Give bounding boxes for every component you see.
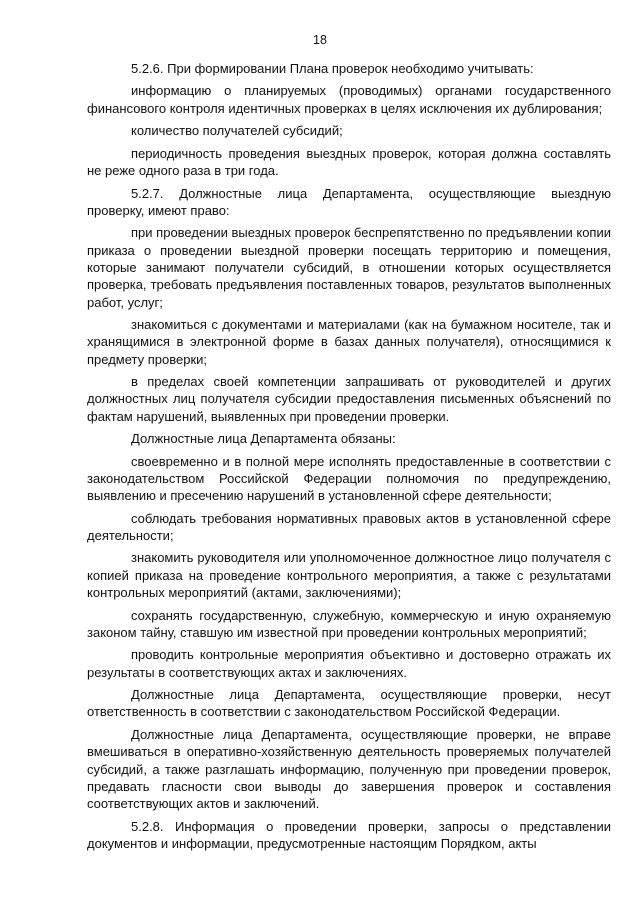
paragraph-right-explanations: в пределах своей компетенции запрашивать от руководителей и других должностных лиц получателя субсидии предоставления письменных объяснений по фактам нарушений, выявленных при проведении проверки. xyxy=(87,374,611,424)
paragraph-recipient-count: количество получателей субсидий; xyxy=(131,123,343,139)
paragraph-periodicity: периодичность проведения выездных проверок, которая должна составлять не реже одного раза в три года. xyxy=(87,145,611,179)
paragraph-responsibility: Должностные лица Департамента, осуществляющие проверки, несут ответственность в соответствии с законодательством Российской Федерации. xyxy=(87,687,611,720)
paragraph-duty-objectivity: проводить контрольные мероприятия объективно и достоверно отражать их результаты в соответствующих актах и заключениях. xyxy=(87,647,611,680)
page-number: 18 xyxy=(313,33,327,47)
clause-5-2-8: 5.2.8. Информация о проведении проверки, запросы о представлении документов и информации, предусмотренные настоящим Порядком, акты xyxy=(87,818,611,851)
clause-5-2-7-heading: 5.2.7. Должностные лица Департамента, осуществляющие выездную проверку, имеют право: xyxy=(87,185,611,218)
paragraph-right-documents: знакомиться с документами и материалами (как на бумажном носителе, так и хранящимися в электронной форме в базах данных получателя), относящимися к предмету проверки; xyxy=(87,316,611,367)
paragraph-right-access: при проведении выездных проверок беспрепятственно по предъявлении копии приказа о проведении выездной проверки посещать территорию и помещения, которые занимают получатели субсидий, в отношении которых осуществляется проверка, требовать предъявления поставленных товаров, результатов выполненных работ, услуг; xyxy=(87,225,611,310)
paragraph-duty-powers: своевременно и в полной мере исполнять предоставленные в соответствии с законодательством Российской Федерации полномочия по предупреждению, выявлению и пресечению нарушений в установленной сфере деятельности; xyxy=(87,453,611,504)
paragraph-duties-heading: Должностные лица Департамента обязаны: xyxy=(131,431,396,447)
paragraph-duty-secrecy: сохранять государственную, служебную, коммерческую и иную охраняемую законом тайну, ставшую им известной при проведении контрольных мероприятий; xyxy=(87,607,611,640)
paragraph-non-interference: Должностные лица Департамента, осуществляющие проверки, не вправе вмешиваться в оперативно-хозяйственную деятельность проверяемых получателей субсидий, а также разглашать информацию, полученную при проведении проверок, предавать гласности свои выводы до завершения проверок и составления соответствующих актов и заключений. xyxy=(87,726,611,812)
paragraph-duty-regulations: соблюдать требования нормативных правовых актов в установленной сфере деятельности; xyxy=(87,510,611,543)
document-body xyxy=(87,60,611,857)
clause-5-2-6-heading: 5.2.6. При формировании Плана проверок необходимо учитывать: xyxy=(131,61,534,76)
paragraph-control-info: информацию о планируемых (проводимых) органами государственного финансового контроля идентичных проверках в целях исключения их дублирования; xyxy=(87,83,611,116)
paragraph-duty-inform: знакомить руководителя или уполномоченное должностное лицо получателя с копией приказа на проведение контрольного мероприятия, а также с результатами контрольных мероприятий (актами, заключениями); xyxy=(87,550,611,601)
